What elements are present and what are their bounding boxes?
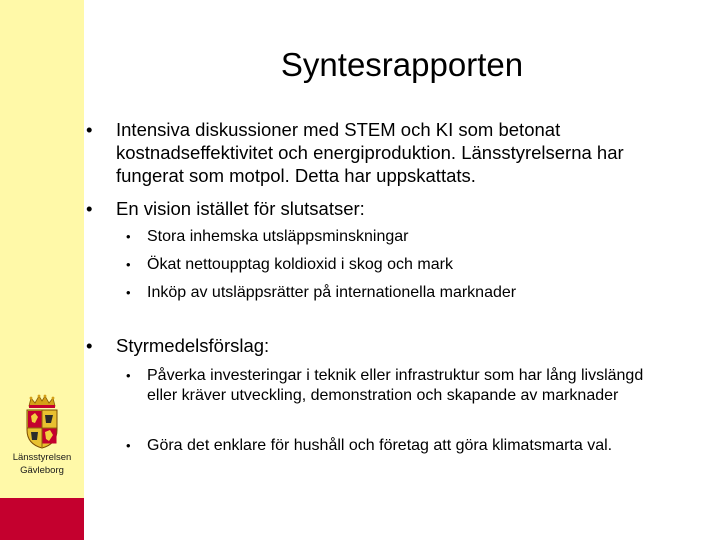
- bullet-text: En vision istället för slutsatser:: [116, 198, 365, 219]
- sidebar-red-band: [0, 498, 84, 540]
- bullet-dot: •: [126, 438, 131, 453]
- subbullet-text: Inköp av utsläppsrätter på internationella marknader: [147, 284, 517, 301]
- bullet-dot: •: [126, 368, 131, 383]
- subbullet-vision-3: [126, 283, 687, 303]
- bullet-dot: •: [86, 198, 93, 219]
- subbullet-text: Ökat nettoupptag koldioxid i skog och mark: [147, 256, 453, 273]
- subbullet-policy-1: [126, 366, 677, 406]
- bullet-dot: •: [86, 335, 93, 356]
- slide-content: [84, 0, 720, 540]
- lansstyrelsen-logo: [9, 392, 75, 476]
- subbullet-text: Stora inhemska utsläppsminskningar: [147, 228, 409, 245]
- bullet-policy-proposals: [86, 334, 686, 357]
- bullet-intensive-discussions: [86, 118, 686, 187]
- bullet-dot: •: [86, 119, 93, 140]
- bullet-text: Intensiva diskussioner med STEM och KI som betonat kostnadseffektivitet och energiproduktion. Länsstyrelserna har fungerat som motpol. Detta har uppskattats.: [116, 119, 624, 186]
- logo-text-line1: Länsstyrelsen: [12, 452, 72, 463]
- slide-title: Syntesrapporten: [280, 46, 524, 83]
- coat-of-arms-icon: [22, 392, 62, 450]
- logo-text-line2: Gävleborg: [20, 465, 64, 476]
- bullet-vision: [86, 197, 686, 220]
- bullet-dot: •: [126, 285, 131, 300]
- subbullet-text: Göra det enklare för hushåll och företag att göra klimatsmarta val.: [147, 437, 613, 454]
- subbullet-vision-2: [126, 255, 687, 275]
- subbullet-policy-2: [126, 436, 687, 456]
- bullet-dot: •: [126, 257, 131, 272]
- bullet-dot: •: [126, 229, 131, 244]
- subbullet-text: Påverka investeringar i teknik eller infrastruktur som har lång livslängd eller kräver utveckling, demonstration och skapande av marknader: [147, 367, 644, 404]
- subbullet-vision-1: [126, 227, 687, 247]
- bullet-text: Styrmedelsförslag:: [116, 335, 270, 356]
